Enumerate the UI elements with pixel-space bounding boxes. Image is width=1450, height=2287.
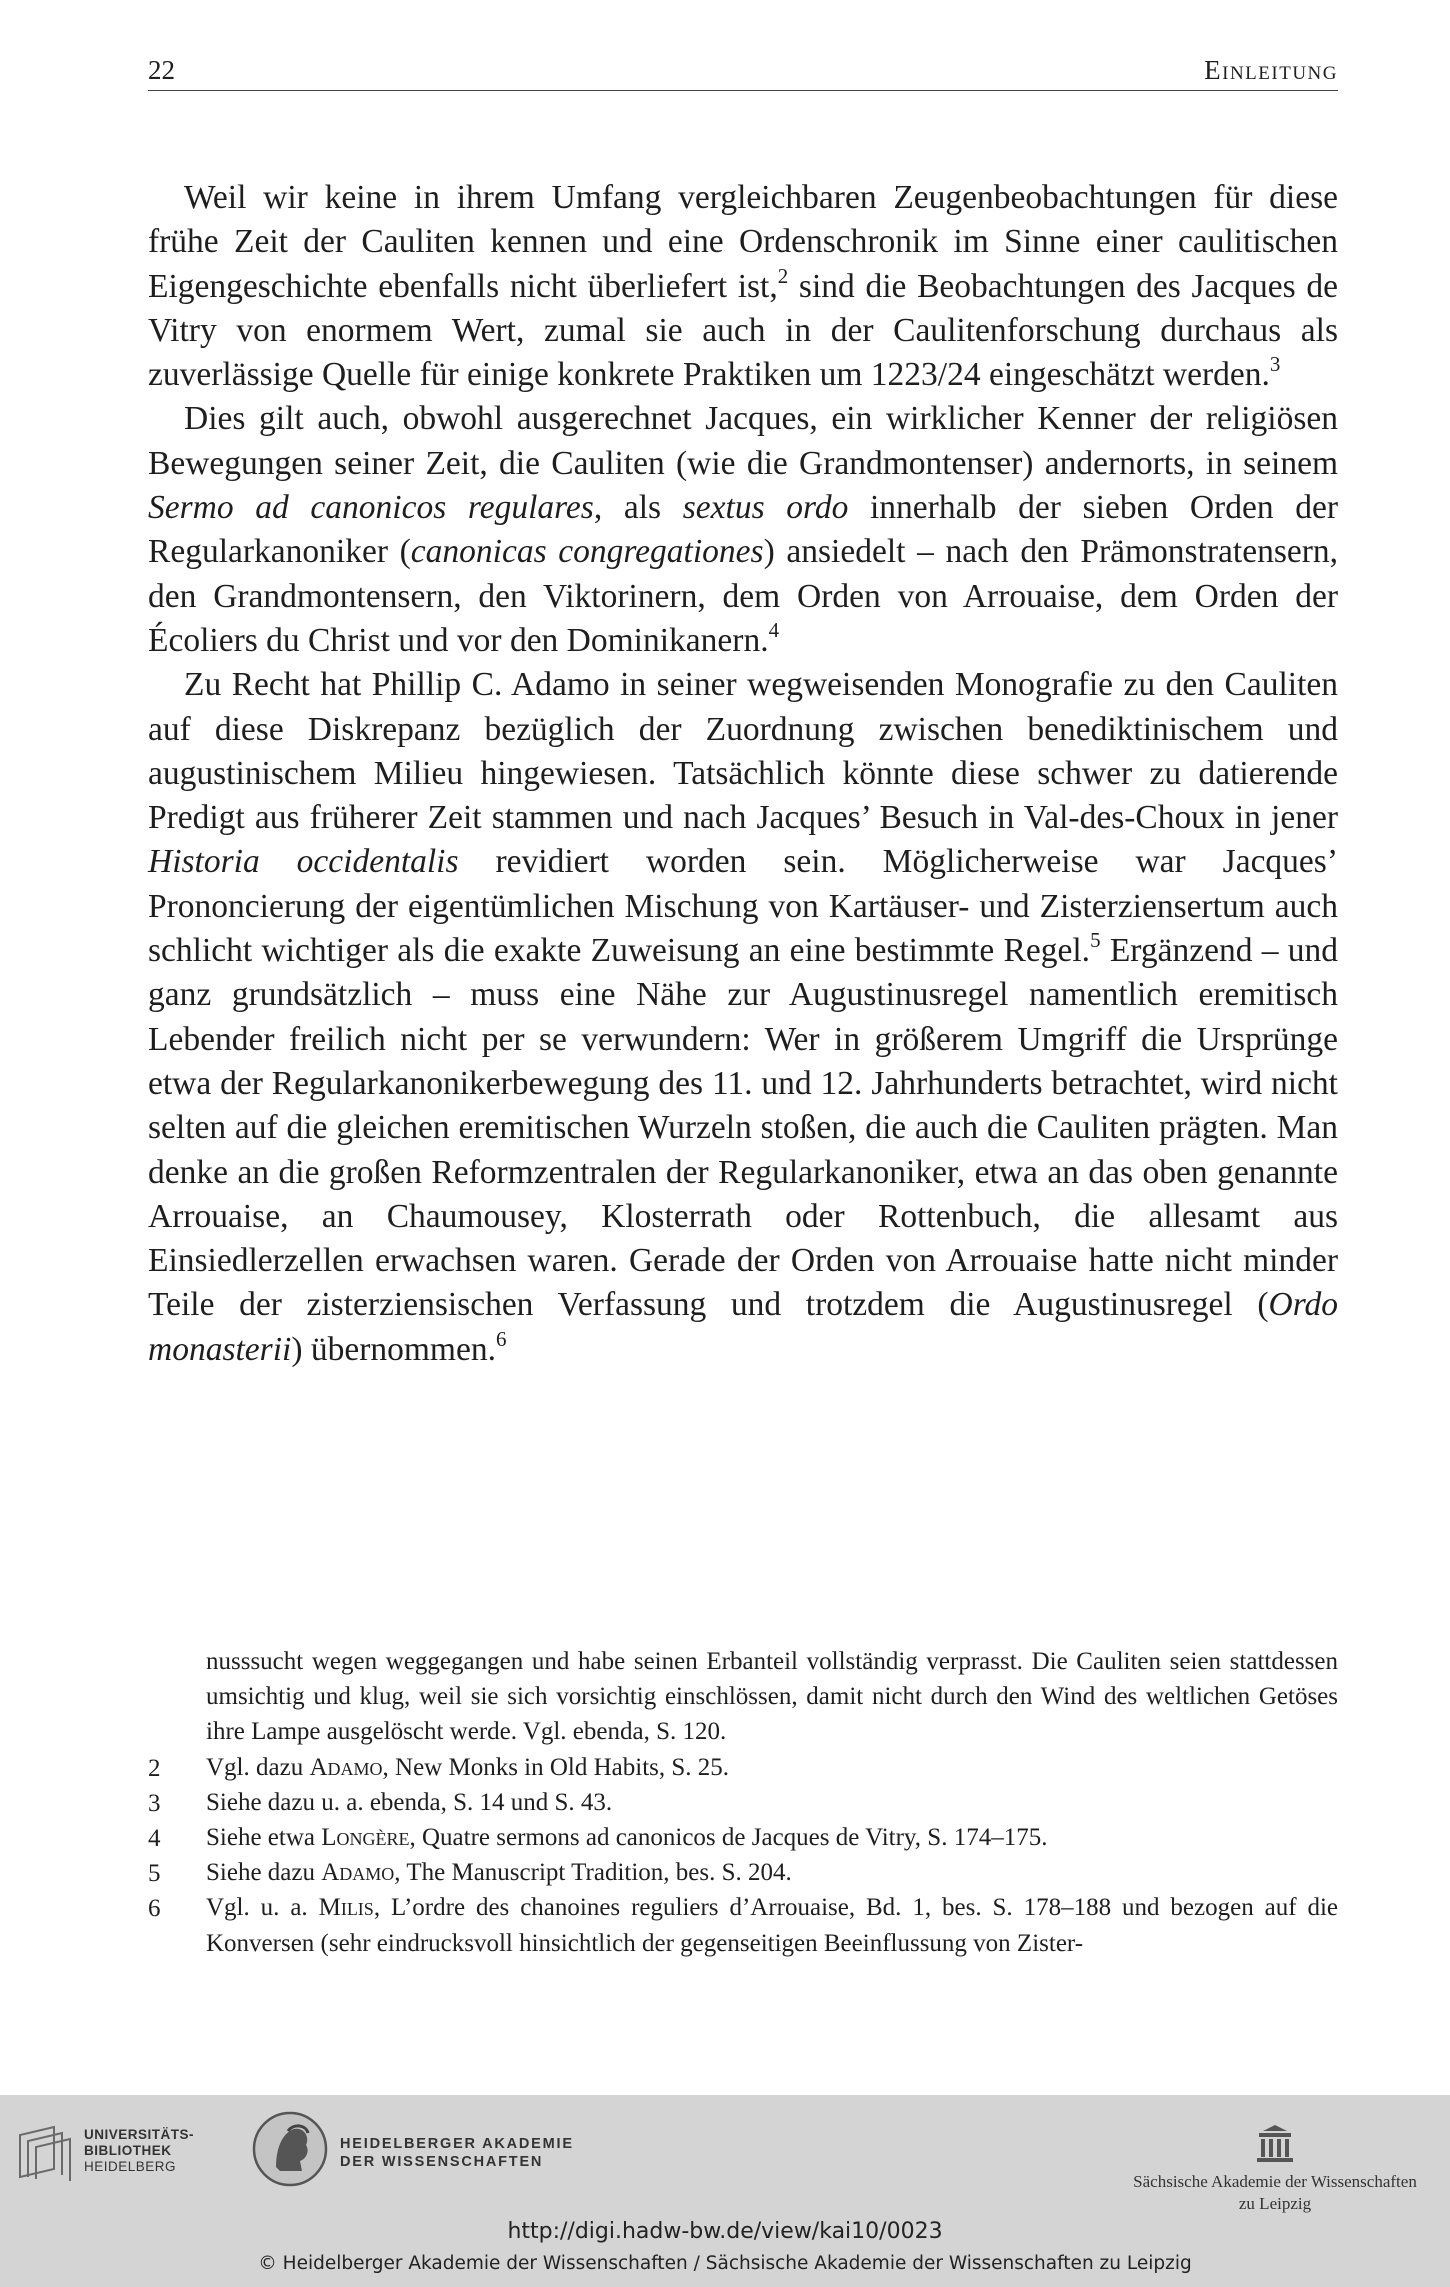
footnote-ref-5[interactable]: 5: [1090, 928, 1101, 953]
footnote-4: 4 Siehe etwa Longère, Quatre sermons ad canonicos de Jacques de Vitry, S. 174–175.: [148, 1820, 1338, 1855]
footnotes: [148, 1644, 1338, 1961]
italic-title: Ordo monasterii: [148, 1286, 1338, 1368]
footnote-ref-6[interactable]: 6: [495, 1326, 507, 1351]
footnote-6: 6 Vgl. u. a. Milis, L’ordre des chanoines reguliers d’Arrouaise, Bd. 1, bes. S. 178–188 und bezogen auf die Konversen (sehr eindrucksvoll hinsichtlich der gegenseitigen Beeinflussung von Zister-: [148, 1890, 1338, 1960]
building-icon: [1255, 2123, 1295, 2163]
italic-term: sextus ordo: [682, 489, 849, 527]
author-name: Adamo: [309, 1753, 383, 1781]
footnote-2: 2 Vgl. dazu Adamo, New Monks in Old Habits, S. 25.: [148, 1750, 1338, 1785]
paragraph-3: Zu Recht hat Phillip C. Adamo in seiner wegweisenden Monografie zu den Cauliten auf diese Diskrepanz bezüglich der Zuordnung zwischen benediktinischem und augustinischem Milieu hingewiesen. Tatsächlich könnte diese schwer zu datierende Predigt aus früherer Zeit stammen und nach Jacques’ Besuch in Val-des-Choux in jener Historia occidentalis revidiert worden sein. Möglicherweise war Jacques’ Prononcierung der eigentümlichen Mischung von Kartäuser- und Zisterziensertum auch schlicht wichtiger als die exakte Zuweisung an eine bestimmte Regel.$^5$ Ergänzend – und ganz grundsätzlich – muss eine Nähe zur Augustinusregel namentlich eremitisch Lebender freilich nicht per se verwundern: Wer in größerem Umgriff die Ursprünge etwa der Regularkanonikerbewegung des 11. und 12. Jahrhunderts betrachtet, wird nicht selten auf die gleichen eremitischen Wurzeln stoßen, die auch die Cauliten prägten. Man denke an die großen Reformzentralen der Regularkanoniker, etwa an das oben genannte Arrouaise, an Chaumousey, Klosterrath oder Rottenbuch, die allesamt aus Einsiedlerzellen erwachsen waren. Gerade der Orden von Arrouaise hatte nicht minder Teile der zisterziensischen Verfassung und trotzdem die Augustinusregel (Ordo monasterii) übernommen.$^6$: [148, 666, 1338, 1368]
digitization-footer: [0, 2095, 1450, 2287]
paragraph-2: Dies gilt auch, obwohl ausgerechnet Jacques, ein wirklicher Kenner der religiösen Bewegungen seiner Zeit, die Cauliten (wie die Grandmontenser) andernorts, in seinem Sermo ad canonicos regulares, als sextus ordo innerhalb der sieben Orden der Regularkanoniker (canonicas congregationes) ansiedelt – nach den Prämonstratensern, den Grandmontensern, den Viktorinern, dem Orden von Arrouaise, dem Orden der Écoliers du Christ und vor den Dominikanern.$^4$: [148, 400, 1339, 659]
footnote-continuation: nusssucht wegen weggegangen und habe seinen Erbanteil vollständig verprasst. Die Cauliten seien stattdessen umsichtig und klug, weil sie sich vorsichtig einschlössen, damit nicht durch den Wind des weltlichen Getöses ihre Lampe ausgelöscht werde. Vgl. ebenda, S. 120.: [206, 1648, 1338, 1746]
italic-title: Historia occidentalis: [148, 843, 459, 881]
italic-title: Sermo ad canonicos regulares: [148, 489, 594, 527]
footnote-ref-3[interactable]: 3: [1269, 352, 1281, 377]
running-title: Einleitung: [1204, 55, 1338, 85]
permalink-url[interactable]: http://digi.hadw-bw.de/view/kai10/0023: [507, 2219, 943, 2244]
copyright-notice: © Heidelberger Akademie der Wissenschaften / Sächsische Akademie der Wissenschaften zu Leipzig: [258, 2253, 1192, 2274]
saw-leipzig-logo[interactable]: Sächsische Akademie der Wissenschaften zu Leipzig: [1110, 2123, 1440, 2213]
footnote-number: 6: [148, 1895, 161, 1923]
running-head: [148, 46, 1338, 91]
hadw-logo[interactable]: HEIDELBERGER AKADEMIE DER WISSENSCHAFTEN: [250, 2109, 590, 2189]
footnote-ref-4[interactable]: 4: [768, 617, 780, 642]
main-text: [148, 176, 1338, 1372]
author-name: Longère: [321, 1824, 410, 1852]
footnote-number: 5: [148, 1860, 161, 1888]
footnote-3: 3 Siehe dazu u. a. ebenda, S. 14 und S. 43.: [148, 1785, 1338, 1820]
footnote-number: 4: [148, 1825, 161, 1853]
footnote-number: 3: [148, 1789, 161, 1817]
author-name: Adamo: [321, 1859, 395, 1887]
footnote-5: 5 Siehe dazu Adamo, The Manuscript Tradition, bes. S. 204.: [148, 1855, 1338, 1890]
paragraph-1: Weil wir keine in ihrem Umfang vergleichbaren Zeugenbeobachtungen für diese frühe Zeit der Cauliten kennen und eine Ordenschronik im Sinne einer caulitischen Eigengeschichte ebenfalls nicht überliefert ist,$^2$ sind die Beobachtungen des Jacques de Vitry von enormem Wert, zumal sie auch in der Caulitenforschung durchaus als zuverlässige Quelle für einige konkrete Praktiken um 1223/24 eingeschätzt werden.$^3$: [148, 179, 1338, 394]
page-number: 22: [148, 55, 175, 85]
minerva-head-icon: [250, 2109, 330, 2189]
footnote-number: 2: [148, 1754, 161, 1782]
ub-heidelberg-logo[interactable]: UNIVERSITÄTS- BIBLIOTHEK HEIDELBERG: [14, 2121, 234, 2185]
footnote-ref-2[interactable]: 2: [777, 263, 789, 288]
ub-emblem-icon: [14, 2121, 78, 2185]
author-name: Milis: [318, 1894, 374, 1922]
italic-term: canonicas congregationes: [410, 533, 764, 571]
